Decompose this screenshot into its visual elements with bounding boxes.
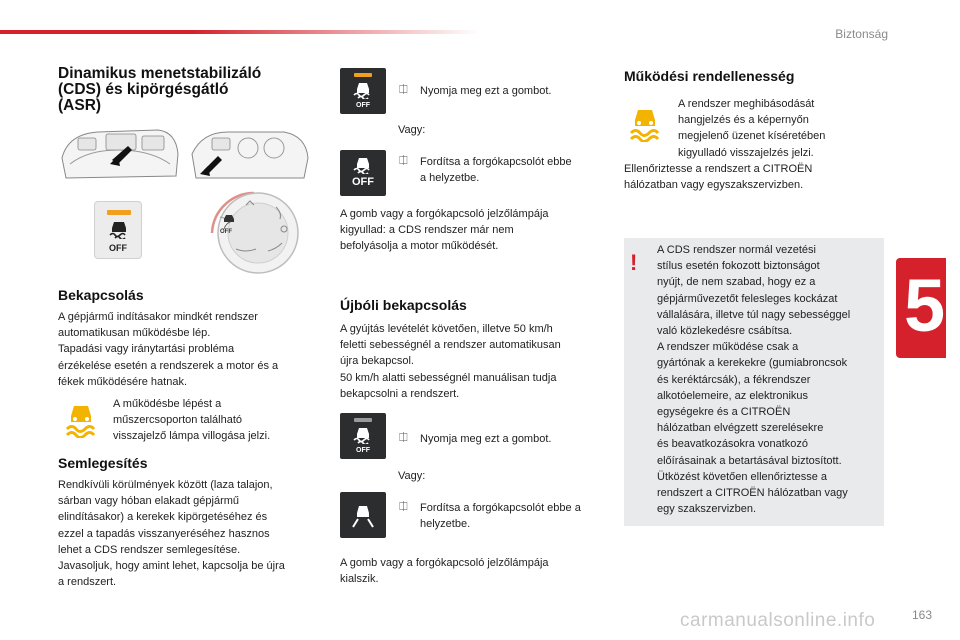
text-line: A CDS rendszer normál vezetési [657, 244, 816, 256]
lamp-text [113, 396, 313, 445]
turn-knob-text-2 [420, 500, 581, 532]
text-line: és keréktárcsák), a fékrendszer [657, 373, 811, 386]
bullet-icon: ⎅ [399, 155, 408, 167]
turn-knob-text [420, 154, 572, 186]
chapter-number: 5 [904, 264, 946, 347]
or-text: Vagy: [398, 124, 426, 136]
text-line: Fordítsa a forgókapcsolót ebbe [420, 156, 572, 168]
text-line: automatikusan működésbe lép. [58, 327, 211, 340]
or-text-2: Vagy: [398, 470, 426, 482]
text-line: A gomb vagy a forgókapcsoló jelzőlámpája [340, 208, 549, 220]
text-line: A gépjármű indításakor mindkét rendszer [58, 311, 258, 323]
cds-fault-lamp-icon [628, 104, 662, 142]
text-line: sárban vagy hóban elakadt gépjármű [58, 495, 240, 508]
text-line: A rendszer működése csak a [657, 341, 799, 354]
text-line: feletti sebességnél a rendszer automatikusan [340, 339, 561, 352]
section-title: Biztonság [835, 27, 888, 41]
text-line: Tapadási vagy iránytartási probléma [58, 343, 235, 356]
off-label: OFF [356, 447, 370, 454]
reactivation-text [340, 321, 602, 402]
text-line: megjelenő üzenet kíséretében [678, 130, 826, 143]
text-line: Fordítsa a forgókapcsolót ebbe a [420, 502, 581, 514]
off-label: OFF [109, 243, 127, 253]
chapter-tab [896, 258, 946, 358]
text-line: hálózatban vagy egyszakszervizben. [624, 179, 804, 192]
text-line: elindításakor) a kerekek kipörgetéséhez és [58, 511, 268, 524]
cds-off-knob-icon [340, 150, 386, 196]
activation-title: Bekapcsolás [58, 287, 144, 303]
text-line: kialszik. [340, 573, 379, 586]
text-line: egységekre és a CITROËN [657, 406, 791, 419]
text-line: A gomb vagy a forgókapcsoló jelzőlámpája [340, 557, 549, 569]
text-line: A működésbe lépést a [113, 398, 222, 410]
text-line: Ellenőriztesse a rendszert a CITROËN [624, 163, 813, 175]
header-accent-bar [0, 30, 480, 34]
text-line: vállalására, illetve túl nagy sebességgel [657, 308, 851, 321]
text-line: bekapcsolni a rendszert. [340, 387, 460, 400]
bullet-icon: ⎅ [399, 432, 408, 444]
cds-warning-lamp-icon [64, 400, 98, 438]
text-line: Rendkívüli körülmények között (laza talajon, [58, 479, 273, 491]
text-line: nyújt, de nem szabad, hogy ez a [657, 276, 816, 289]
skid-car-icon [107, 219, 131, 239]
text-line: való közlekedésre csábítsa. [657, 325, 793, 338]
text-line: A rendszer meghibásodását [678, 98, 815, 110]
dashboard-illustration-left [58, 124, 182, 184]
text-line: előírásainak a betartásával biztosított. [657, 454, 842, 467]
text-line: kigyulladó visszajelzés jelzi. [678, 146, 814, 159]
skid-car-icon [352, 81, 374, 99]
text-line: Ütközést követően ellenőriztesse a [657, 470, 827, 483]
activation-text [58, 309, 318, 390]
fault-text [678, 96, 878, 161]
road-car-knob-icon [340, 492, 386, 538]
text-line: rendszert a CITROËN hálózatban vagy [657, 487, 848, 500]
text-line: fékek működésére hatnak. [58, 375, 188, 388]
warning-text [657, 242, 883, 517]
text-line: Javasoljuk, hogy amint lehet, kapcsolja be újra [58, 560, 285, 573]
text-line: a helyzetbe. [420, 172, 480, 185]
text-line: lehet a CDS rendszer semlegesítése. [58, 543, 241, 556]
page-number: 163 [912, 608, 933, 622]
text-line: befolyásolja a motor működését. [340, 240, 499, 253]
text-line: visszajelző lámpa villogása jelzi. [113, 430, 271, 443]
car-road-icon [349, 501, 377, 529]
text-line: gépjárművezetőt felesleges kockázat [657, 292, 838, 305]
fault-title: Működési rendellenesség [624, 68, 795, 84]
text-line: 50 km/h alatti sebességnél manuálisan tudja [340, 371, 557, 384]
off-label: OFF [352, 176, 374, 188]
exclamation-icon: ! [630, 250, 638, 275]
text-line: ezzel a tapadás visszanyeréséhez hasznos [58, 527, 270, 540]
main-title-line: (ASR) [58, 97, 102, 114]
skid-car-icon [352, 426, 374, 444]
off-text [340, 555, 600, 587]
off-label: OFF [356, 102, 370, 109]
text-line: és beavatkozásokra vonatkozó [657, 438, 809, 451]
text-line: műszercsoporton található [113, 414, 243, 427]
text-line: A gyújtás levételét követően, illetve 50 km/h [340, 323, 553, 335]
text-line: hálózatban elvégzett szerelésekre [657, 422, 824, 435]
svg-text:OFF: OFF [220, 229, 232, 235]
main-title-line: (CDS) és kipörgésgátló [58, 81, 229, 98]
text-line: stílus esetén fokozott biztonságot [657, 260, 820, 273]
main-title-line: Dinamikus menetstabilizáló [58, 65, 262, 82]
text-line: alkotóelemeire, az elektronikus [657, 389, 809, 402]
neutralisation-text [58, 477, 320, 590]
main-title [58, 66, 261, 114]
text-line: újra bekapcsol. [340, 355, 414, 368]
dashboard-illustration-right [188, 124, 312, 184]
cds-off-button-graphic [94, 201, 142, 259]
text-line: érzékelése esetén a rendszerek a motor és a [58, 359, 279, 372]
reactivation-title: Újbóli bekapcsolás [340, 297, 467, 313]
skid-car-icon [352, 156, 374, 174]
lit-text [340, 206, 600, 255]
cds-off-button-icon [340, 68, 386, 114]
text-line: helyzetbe. [420, 518, 471, 531]
text-line: egy szakszervizben. [657, 503, 757, 516]
check-text [624, 161, 884, 193]
press-button-text-2: Nyomja meg ezt a gombot. [420, 433, 552, 445]
bullet-icon: ⎅ [399, 501, 408, 513]
text-line: kigyullad: a CDS rendszer már nem [340, 224, 514, 237]
text-line: hangjelzés és a képernyőn [678, 114, 809, 127]
press-button-text: Nyomja meg ezt a gombot. [420, 85, 552, 97]
watermark: carmanualsonline.info [680, 610, 876, 631]
cds-on-button-icon [340, 413, 386, 459]
text-line: a rendszert. [58, 576, 117, 589]
rotary-knob-graphic [206, 191, 302, 275]
neutralisation-title: Semlegesítés [58, 455, 148, 471]
bullet-icon: ⎅ [399, 84, 408, 96]
text-line: gyártónak a kerekekre (gumiabroncsok [657, 357, 848, 370]
